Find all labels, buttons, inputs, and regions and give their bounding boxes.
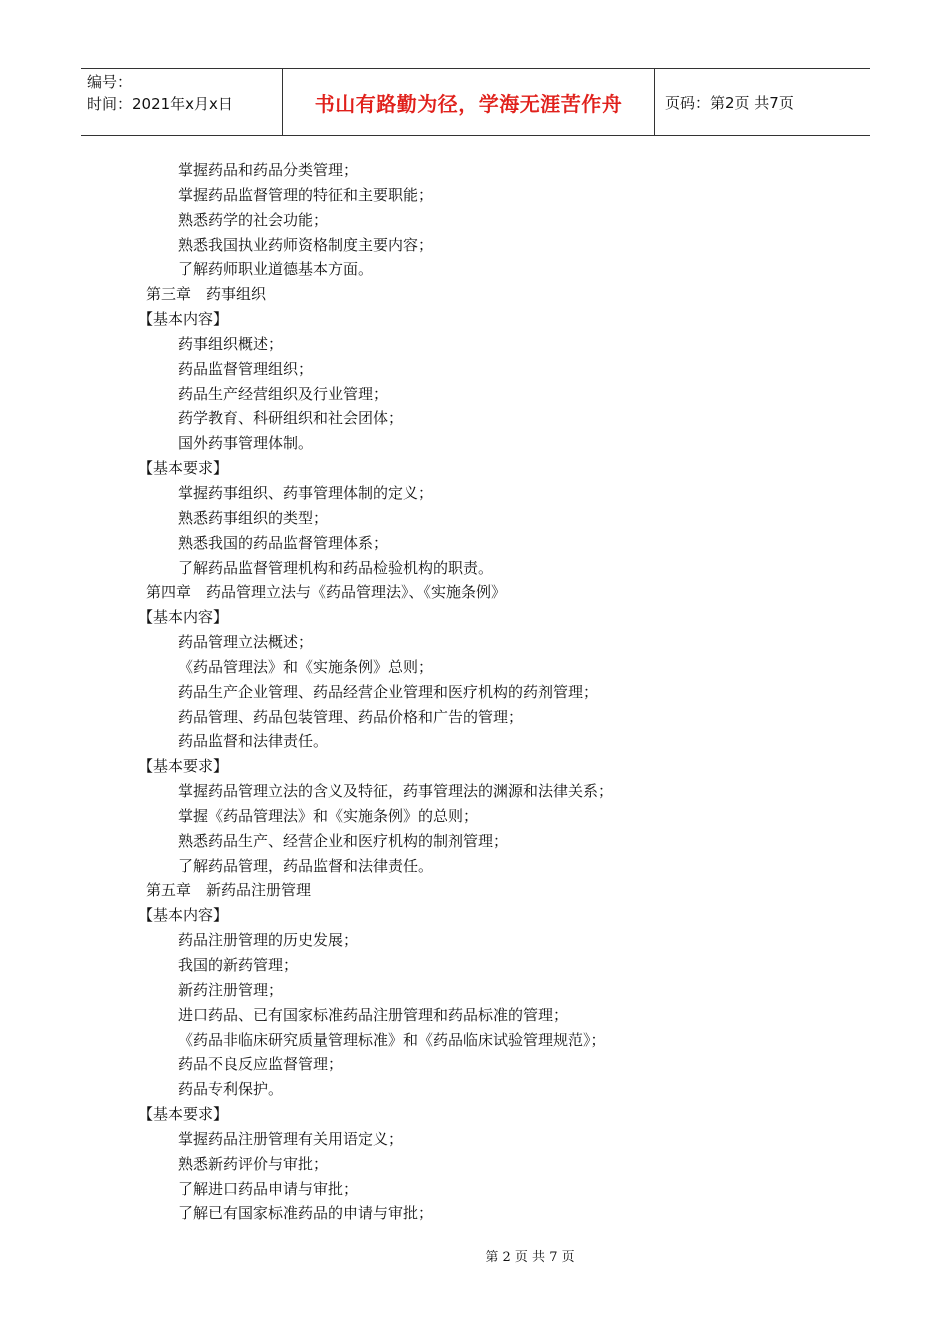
section-heading: 【基本要求】 [138,459,229,478]
list-item: 掌握《药品管理法》和《实施条例》的总则； [178,806,479,825]
list-item: 药品管理立法概述； [178,633,314,652]
list-item: 掌握药品和药品分类管理； [178,161,359,179]
list-item: 新药注册管理； [178,980,284,999]
list-item: 我国的新药管理； [178,956,299,974]
list-item: 药品监督和法律责任。 [178,732,329,751]
list-item: 熟悉我国执业药师资格制度主要内容； [178,235,434,254]
document-number-label: 编号： [87,73,133,91]
section-heading: 【基本内容】 [138,310,229,329]
list-item: 药学教育、科研组织和社会团体； [178,409,404,428]
list-item: 掌握药品注册管理有关用语定义； [178,1129,404,1148]
list-item: 了解药品监督管理机构和药品检验机构的职责。 [178,558,494,577]
list-item: 掌握药事组织、药事管理体制的定义； [178,483,434,502]
document-date-label: 时间：2021年x月x日 [87,95,233,113]
section-heading: 【基本内容】 [138,608,229,627]
list-item: 熟悉药事组织的类型； [178,508,329,527]
header-page-info: 页码：第2页 共7页 [665,93,794,112]
list-item: 掌握药品管理立法的含义及特征，药事管理法的渊源和法律关系； [178,782,614,801]
list-item: 药品专利保护。 [178,1080,284,1099]
list-item: 熟悉药品生产、经营企业和医疗机构的制剂管理； [178,831,509,850]
chapter-heading: 第四章 药品管理立法与《药品管理法》、《实施条例》 [146,583,507,602]
list-item: 国外药事管理体制。 [178,434,314,453]
header-motto-cell [283,69,655,135]
chapter-heading: 第五章 新药品注册管理 [146,881,312,900]
list-item: 了解已有国家标准药品的申请与审批； [178,1204,434,1223]
list-item: 了解进口药品申请与审批； [178,1179,359,1198]
list-item: 药品生产企业管理、药品经营企业管理和医疗机构的药剂管理； [178,682,599,701]
list-item: 进口药品、已有国家标准药品注册管理和药品标准的管理； [178,1005,569,1024]
chapter-heading: 第三章 药事组织 [146,285,267,304]
section-heading: 【基本内容】 [138,906,229,925]
header-page-cell [655,69,870,135]
header-meta-cell [81,69,283,135]
list-item: 药品监督管理组织； [178,359,314,378]
list-item: 熟悉药学的社会功能； [178,210,329,229]
page-header [81,68,870,136]
list-item: 熟悉我国的药品监督管理体系； [178,533,389,552]
list-item: 药品注册管理的历史发展； [178,931,359,950]
page-footer: 第 2 页 共 7 页 [485,1250,575,1265]
list-item: 药品生产经营组织及行业管理； [178,384,389,403]
section-heading: 【基本要求】 [138,1105,229,1124]
list-item: 《药品管理法》和《实施条例》总则； [178,657,434,676]
list-item: 了解药品管理，药品监督和法律责任。 [178,856,434,875]
list-item: 药品不良反应监督管理； [178,1055,344,1074]
header-motto: 书山有路勤为径，学海无涯苦作舟 [314,91,623,116]
list-item: 熟悉新药评价与审批； [178,1154,329,1173]
list-item: 了解药师职业道德基本方面。 [178,260,374,279]
list-item: 药品管理、药品包装管理、药品价格和广告的管理； [178,707,524,726]
list-item: 药事组织概述； [178,334,284,353]
section-heading: 【基本要求】 [138,757,229,776]
list-item: 掌握药品监督管理的特征和主要职能； [178,185,434,204]
list-item: 《药品非临床研究质量管理标准》和《药品临床试验管理规范》； [178,1030,606,1049]
document-body [0,158,950,1226]
